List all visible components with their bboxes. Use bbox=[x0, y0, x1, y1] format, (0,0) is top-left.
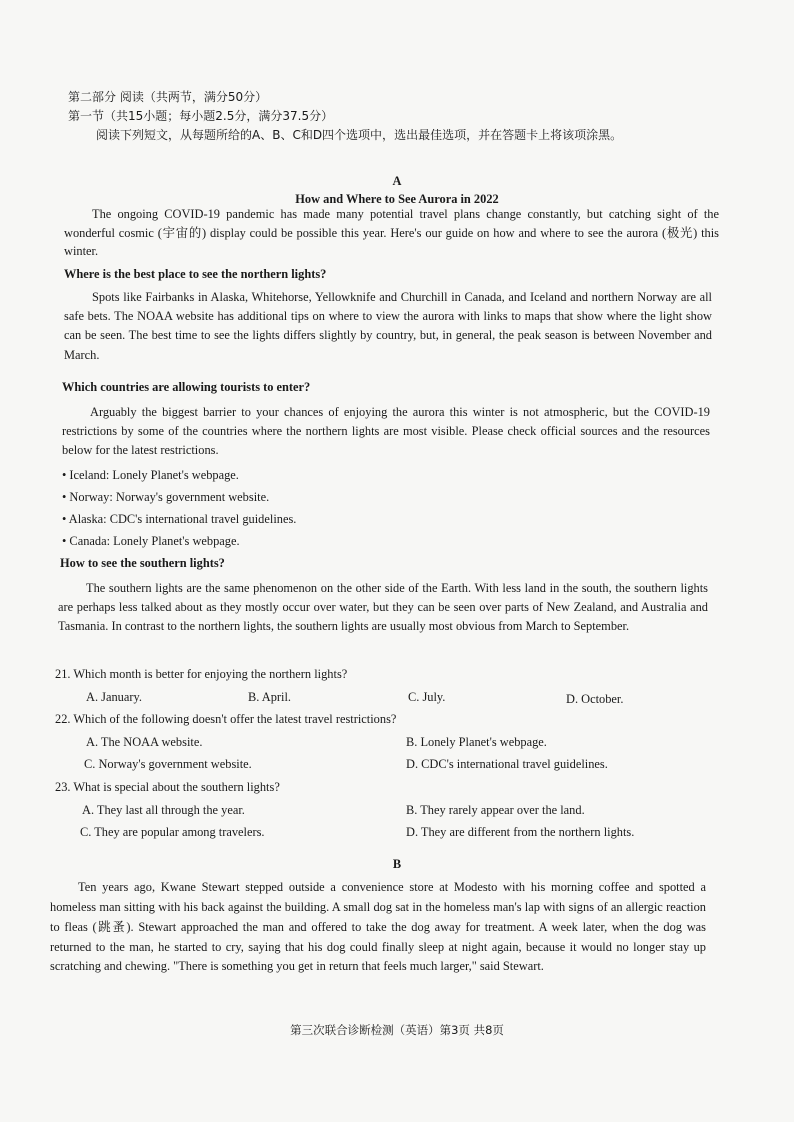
bullet-alaska: • Alaska: CDC's international travel guidelines. bbox=[62, 512, 297, 526]
part-heading: 第二部分 阅读（共两节，满分50分） bbox=[68, 90, 268, 104]
q21-option-b: B. April. bbox=[248, 690, 292, 704]
q22-option-a: A. The NOAA website. bbox=[86, 735, 203, 749]
passage-a-title: How and Where to See Aurora in 2022 bbox=[295, 192, 499, 206]
instruction-text: 阅读下列短文，从每题所给的A、B、C和D四个选项中，选出最佳选项，并在答题卡上将该项涂黑。 bbox=[96, 128, 623, 142]
q22-option-d: D. CDC's international travel guidelines. bbox=[406, 757, 608, 771]
bullet-iceland: • Iceland: Lonely Planet's webpage. bbox=[62, 468, 239, 482]
q23-option-c: C. They are popular among travelers. bbox=[80, 825, 265, 839]
passage-a-label: A bbox=[392, 174, 402, 188]
q23-option-d: D. They are different from the northern lights. bbox=[406, 825, 635, 839]
passage-b-label: B bbox=[392, 857, 402, 871]
paragraph-best-place: Spots like Fairbanks in Alaska, Whitehorse, Yellowknife and Churchill in Canada, and Iceland and northern Norway are all safe bets. The NOAA website has additional tips on where to view the aurora with links to maps that show where the light show can be seen. The best time to see the lights differs slightly by country, but, in general, the peak season is between November and March. bbox=[64, 290, 712, 362]
bullet-norway: • Norway: Norway's government website. bbox=[62, 490, 270, 504]
bullet-canada: • Canada: Lonely Planet's webpage. bbox=[62, 534, 240, 548]
question-23-stem: 23. What is special about the southern lights? bbox=[55, 780, 280, 794]
heading-best-place: Where is the best place to see the northern lights? bbox=[64, 267, 327, 281]
q23-option-b: B. They rarely appear over the land. bbox=[406, 803, 585, 817]
q21-option-c: C. July. bbox=[408, 690, 446, 704]
passage-b-paragraph: Ten years ago, Kwane Stewart stepped outside a convenience store at Modesto with his morning coffee and spotted a homeless man sitting with his back against the building. A small dog sat in the homeless man's lap with signs of an allergic reaction to fleas (跳蚤). Stewart approached the man and offered to take the dog away for treatment. A week later, when the dog was returned to the man, he started to cry, saying that his dog could finally sleep at night again, because it would no longer stay up scratching and chewing. "There is something you get in return that feels much larger," said Stewart. bbox=[50, 880, 706, 974]
q21-option-d: D. October. bbox=[566, 692, 624, 706]
section-heading: 第一节（共15小题；每小题2.5分，满分37.5分） bbox=[68, 109, 334, 123]
page-footer: 第三次联合诊断检测（英语）第3页 共8页 bbox=[290, 1023, 504, 1037]
paragraph-countries: Arguably the biggest barrier to your chances of enjoying the aurora this winter is not atmospheric, but the COVID-19 restrictions by some of the countries where the northern lights are most visible. Please check official sources and the resources below for the latest restrictions. bbox=[62, 405, 710, 458]
q22-option-b: B. Lonely Planet's webpage. bbox=[406, 735, 547, 749]
heading-countries: Which countries are allowing tourists to enter? bbox=[62, 380, 311, 394]
question-21-stem: 21. Which month is better for enjoying the northern lights? bbox=[55, 667, 348, 681]
q21-option-a: A. January. bbox=[86, 690, 142, 704]
q22-option-c: C. Norway's government website. bbox=[84, 757, 252, 771]
q23-option-a: A. They last all through the year. bbox=[82, 803, 245, 817]
paragraph-southern-lights: The southern lights are the same phenomenon on the other side of the Earth. With less land in the south, the southern lights are perhaps less talked about as they mostly occur over water, but they can be seen over parts of New Zealand, and Australia and Tasmania. In contrast to the northern lights, the southern lights are usually most obvious from March to September. bbox=[58, 581, 708, 634]
heading-southern-lights: How to see the southern lights? bbox=[60, 556, 225, 570]
passage-a-intro: The ongoing COVID-19 pandemic has made many potential travel plans change constantly, but catching sight of the wonderful cosmic (宇宙的) display could be possible this year. Here's our guide on how and where to see the aurora (极光) this winter. bbox=[64, 207, 719, 259]
question-22-stem: 22. Which of the following doesn't offer the latest travel restrictions? bbox=[55, 712, 397, 726]
